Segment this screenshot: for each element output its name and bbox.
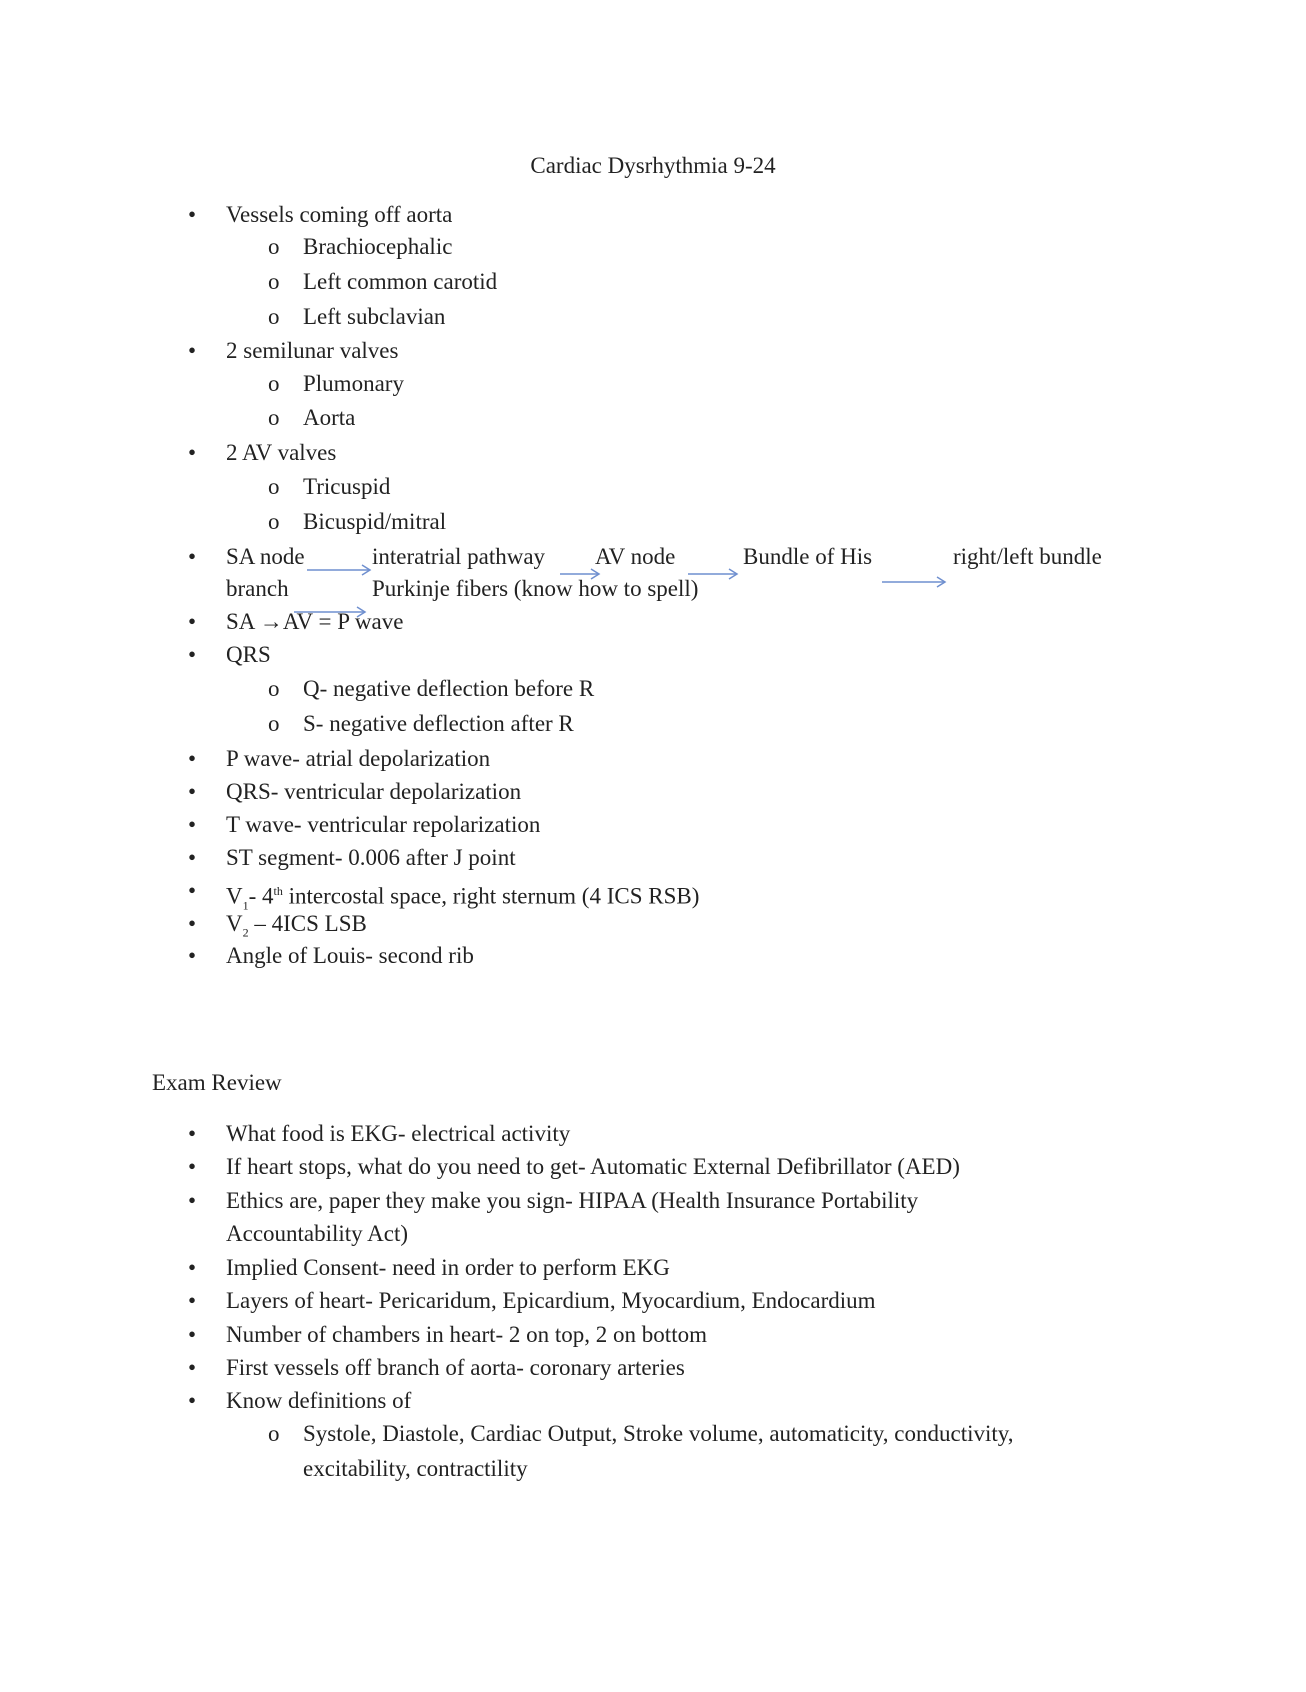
sub-bullet-icon: o — [268, 405, 280, 430]
bullet-icon — [188, 744, 208, 774]
bullet-icon — [188, 200, 208, 230]
arrow-right-icon — [305, 562, 375, 578]
bullet-icon — [188, 336, 208, 366]
sub-bullet-icon: o — [268, 676, 280, 701]
bullet-icon — [188, 1253, 208, 1283]
sub-bullet-icon: o — [268, 1421, 280, 1446]
bullet-icon — [188, 941, 208, 971]
sub-bullet-icon: o — [268, 371, 280, 396]
arrow-right-icon — [558, 566, 604, 582]
sub-bullet-icon: o — [268, 304, 280, 329]
bullet-icon — [188, 640, 208, 670]
sub-bullet-icon: o — [268, 711, 280, 736]
page-title: Cardiac Dysrhythmia 9-24 — [530, 153, 776, 178]
bullet-icon — [188, 1286, 208, 1316]
bullet-icon — [188, 607, 208, 637]
bullet-icon — [188, 810, 208, 840]
arrow-right-icon — [686, 566, 742, 582]
bullet-icon — [188, 1152, 208, 1182]
bullet-icon — [188, 1186, 208, 1216]
sub-bullet-icon: o — [268, 234, 280, 259]
bullet-icon — [188, 909, 208, 939]
sub-bullet-icon: o — [268, 269, 280, 294]
bullet-icon — [188, 1386, 208, 1416]
bullet-icon — [188, 1353, 208, 1383]
sub-bullet-icon: o — [268, 474, 280, 499]
bullet-icon — [188, 777, 208, 807]
bullet-icon — [188, 843, 208, 873]
bullet-icon — [188, 438, 208, 468]
sub-bullet-icon: o — [268, 509, 280, 534]
bullet-icon — [188, 1119, 208, 1149]
bullet-icon — [188, 1320, 208, 1350]
bullet-icon — [188, 542, 208, 572]
bullet-icon — [188, 876, 208, 906]
section-heading: Exam Review — [152, 1070, 282, 1095]
arrow-right-icon — [880, 574, 950, 590]
